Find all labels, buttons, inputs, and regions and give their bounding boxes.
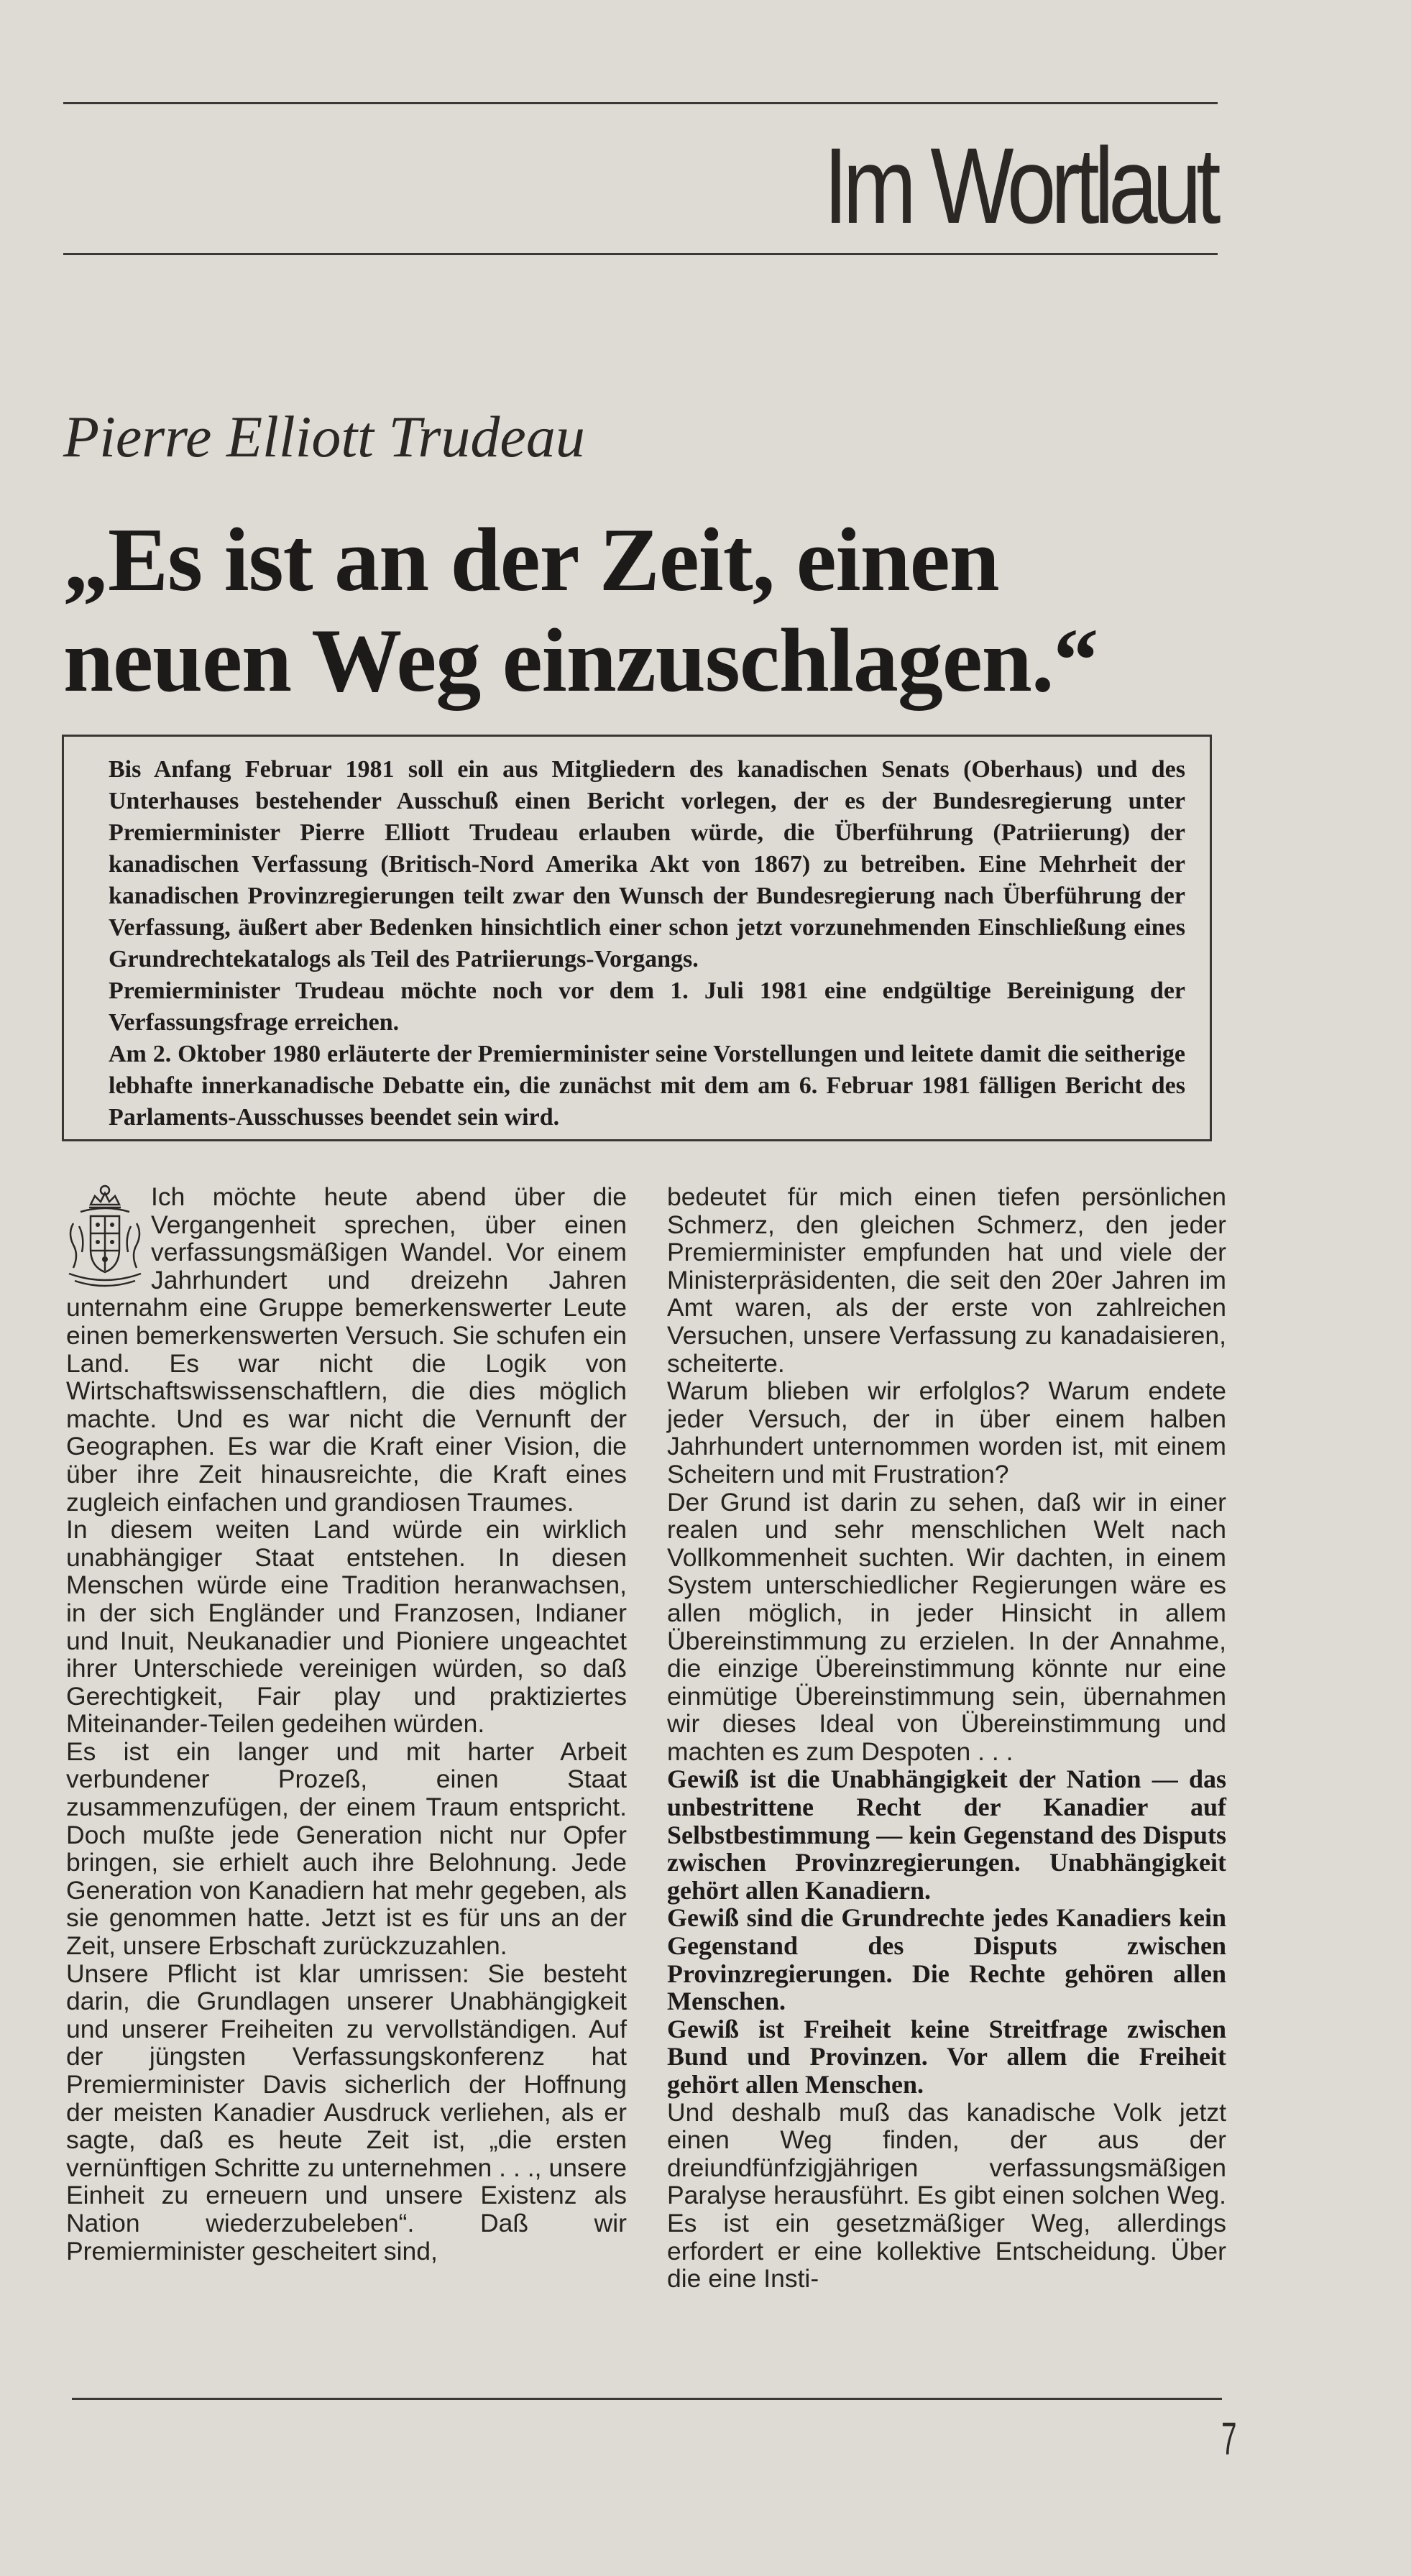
- intro-paragraph: Am 2. Oktober 1980 erläuterte der Premierminister seine Vorstellungen und leitete damit die seitherige lebhafte innerkanadische Debatte ein, die zunächst mit dem am 6. Februar 1981 fälligen Bericht des Parlaments-Ausschusses beendet sein wird.: [109, 1041, 1185, 1131]
- emphasis-paragraph: Gewiß ist Freiheit keine Streitfrage zwischen Bund und Provinzen. Vor allem die Freiheit gehört allen Menschen.: [667, 2014, 1226, 2099]
- headline: [63, 510, 1285, 712]
- intro-paragraph: Bis Anfang Februar 1981 soll ein aus Mitgliedern des kanadischen Senats (Oberhaus) und des Unterhauses bestehender Ausschuß einen Bericht vorlegen, der es der Bundesregierung unter Premierminister Pierre Elliott Trudeau erlauben würde, die Überführung (Patriierung) der kanadischen Verfassung (Britisch-Nord Amerika Akt von 1867) zu betreiben. Eine Mehrheit der kanadischen Provinzregierungen teilt zwar den Wunsch der Bundesregierung nach Überführung der Verfassung, äußert aber Bedenken hinsichtlich einer schon jetzt vorzunehmenden Einschließung eines Grundrechtekatalogs als Teil des Patriierungs-Vorgangs.: [109, 756, 1185, 972]
- body-column-left: [66, 1183, 627, 2265]
- body-column-right: [667, 1183, 1226, 2293]
- headline-line-1: „Es ist an der Zeit, einen: [63, 510, 999, 610]
- top-rule: [63, 102, 1218, 104]
- intro-paragraph: Premierminister Trudeau möchte noch vor dem 1. Juli 1981 eine endgültige Bereinigung der Verfassungsfrage erreichen.: [109, 978, 1185, 1036]
- section-title: Im Wortlaut: [823, 125, 1215, 246]
- emphasis-paragraph: Gewiß sind die Grundrechte jedes Kanadiers kein Gegenstand des Disputs zwischen Provinzregierungen. Die Rechte gehören allen Menschen.: [667, 1903, 1226, 2016]
- page-number: 7: [1221, 2413, 1237, 2465]
- body-paragraph: Und deshalb muß das kanadische Volk jetzt einen Weg finden, der aus der dreiundfünfzigjährigen verfassungsmäßigen Paralyse herausführt. Es gibt einen solchen Weg. Es ist ein gesetzmäßiger Weg, allerdings erfordert er eine kollektive Entscheidung. Über die eine Insti-: [667, 2097, 1226, 2294]
- body-paragraph: In diesem weiten Land würde ein wirklich unabhängiger Staat entstehen. In diesen Menschen würde eine Tradition heranwachsen, in der sich Engländer und Franzosen, Indianer und Inuit, Neukanadier und Pioniere ungeachtet ihrer Unterschiede vereinigen würden, so daß Gerechtigkeit, Fair play und praktiziertes Miteinander-Teilen gedeihen würden.: [66, 1515, 627, 1739]
- headline-line-2: neuen Weg einzuschlagen.“: [63, 611, 1098, 711]
- body-paragraph: Unsere Pflicht ist klar umrissen: Sie besteht darin, die Grundlagen unserer Unabhängigkeit und unserer Freiheiten zu vervollständigen. Auf der jüngsten Verfassungskonferenz hat Premierminister Davis sicherlich der Hoffnung der meisten Kanadier Ausdruck verliehen, als er sagte, daß es heute Zeit ist, „die ersten vernünftigen Schritte zu unternehmen . . ., unsere Einheit zu erneuern und unsere Existenz als Nation wiederzubeleben“. Daß wir Premierminister gescheitert sind,: [66, 1959, 627, 2266]
- body-paragraph: Warum blieben wir erfolglos? Warum endete jeder Versuch, der in über einem halben Jahrhundert unternommen worden ist, mit einem Scheitern und mit Frustration?: [667, 1376, 1226, 1489]
- body-paragraph: Der Grund ist darin zu sehen, daß wir in einer realen und sehr menschlichen Welt nach Vollkommenheit suchten. Wir dachten, in einem System unterschiedlicher Regierungen wäre es allen möglich, in jeder Hinsicht in allem Übereinstimmung zu erzielen. In der Annahme, die einzige Übereinstimmung könnte nur eine einmütige Übereinstimmung sein, übernahmen wir dieses Ideal von Übereinstimmung und machten es zum Despoten . . .: [667, 1487, 1226, 1766]
- emphasis-paragraph: Gewiß ist die Unabhängigkeit der Nation — das unbestrittene Recht der Kanadier auf Selbstbestimmung — kein Gegenstand des Disputs zwischen Provinzregierungen. Unabhängigkeit gehört allen Kanadiern.: [667, 1765, 1226, 1905]
- canadian-coat-of-arms-icon: [63, 1183, 147, 1291]
- author-name: Pierre Elliott Trudeau: [63, 404, 585, 469]
- bottom-rule: [72, 2398, 1222, 2400]
- body-paragraph: Es ist ein langer und mit harter Arbeit verbundener Prozeß, einen Staat zusammenzufügen, der einem Traum entspricht. Doch mußte jede Generation nicht nur Opfer bringen, sie erhielt auch ihre Belohnung. Jede Generation von Kanadiern hat mehr gegeben, als sie genommen hatte. Jetzt ist es für uns an der Zeit, unsere Erbschaft zurückzuzahlen.: [66, 1736, 627, 1961]
- intro-box: [62, 735, 1212, 1141]
- body-paragraph: bedeutet für mich einen tiefen persönlichen Schmerz, den gleichen Schmerz, den jeder Premierminister empfunden hat und viele der Ministerpräsidenten, die seit den 20er Jahren im Amt waren, als der erste von zahlreichen Versuchen, unsere Verfassung zu kanadaisieren, scheiterte.: [667, 1182, 1226, 1378]
- body-paragraph: Ich möchte heute abend über die Vergangenheit sprechen, über einen verfassungsmäßigen Wandel. Vor einem Jahrhundert und dreizehn Jahren unternahm eine Gruppe bemerkenswerter Leute einen bemerkenswerten Versuch. Sie schufen ein Land. Es war nicht die Logik von Wirtschaftswissenschaftlern, die dies möglich machte. Und es war nicht die Vernunft der Geographen. Es war die Kraft einer Vision, die über ihre Zeit hinausreichte, die Kraft eines zugleich einfachen und grandiosen Traumes.: [66, 1182, 627, 1517]
- header-rule: [63, 253, 1218, 255]
